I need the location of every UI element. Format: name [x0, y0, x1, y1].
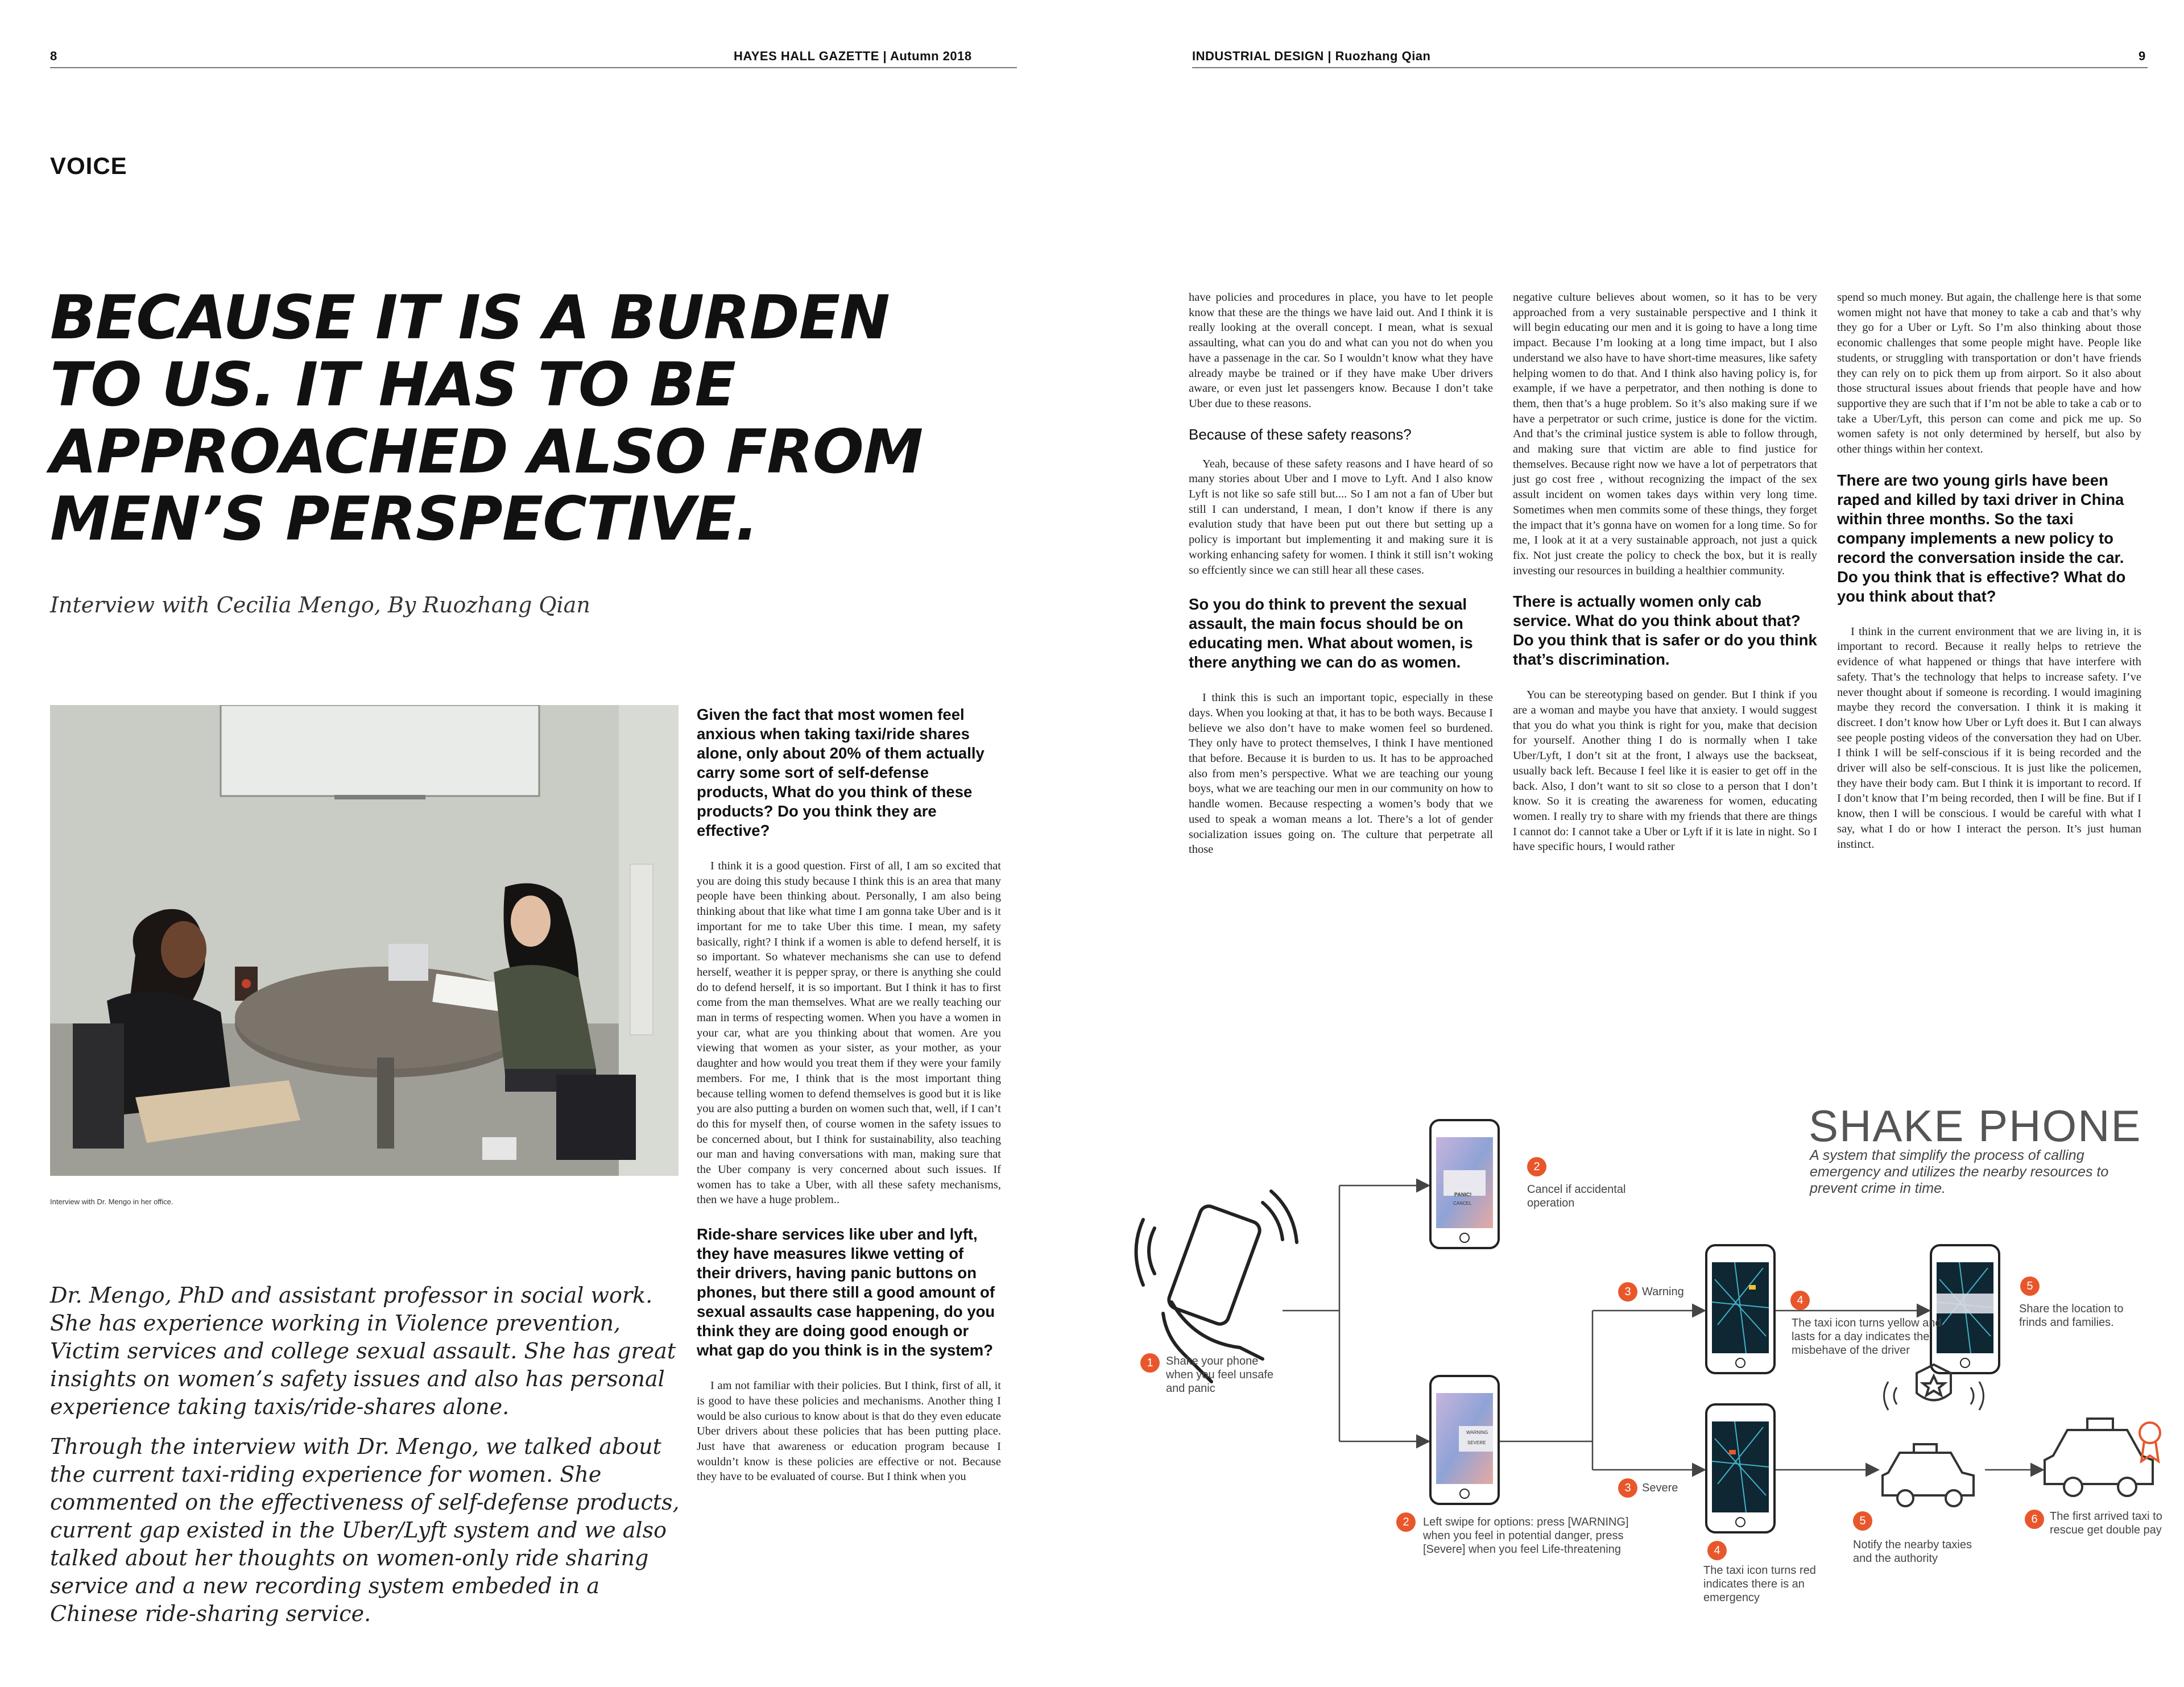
- step-label: Warning: [1642, 1286, 1684, 1298]
- interview-answer: I think it is a good question. First of all, I am so excited that you are doing this study because I think this is an area that many people have been thinking about. Personally, I am also being thinking about that like what time I am gonna take Uber and is it important for me to take Uber this time. I mean, my safety basically, right? I think if a women is able to defend herself, it is so important. So whatever mechanisms she can use to defend herself, weather it is pepper spray, or there is anything she could do to defend herself, it is so important. But I think it has to first come from the man themselves. What are we really teaching our man in terms of respecting women. When you have a women in your car, what are you thinking about that women. Are you viewing that women as your sister, as your mother, as your daughter and how would you treat them if they were your family members. For me, I think that is the most important thing because telling women to defend themselves is good but it is like you are also putting a burden on women such that, well, if I can’t do this for myself then, of course women in the safety issues to be concerned about, but I think for sustainability, also teaching our man and having conversations with man, making sure that the Uber company is very concerned about such issues. If women has to take a Uber, with all these safety mechanisms, then we have a huge problem..: [697, 860, 1001, 1207]
- photo-caption: Interview with Dr. Mengo in her office.: [50, 1197, 173, 1206]
- phone-map-severe: [1706, 1404, 1774, 1532]
- interview-question: Given the fact that most women feel anxious when taking taxi/ride shares alone, only about 20% of them actually carry some sort of self-defense products, What do you think of these products? Do you think they are effective?: [697, 706, 985, 839]
- step-label: Cancel if accidental operation: [1527, 1183, 1626, 1209]
- step-number-badge: 3: [1618, 1478, 1637, 1498]
- article-column-1: [697, 705, 1001, 1485]
- step-number-badge: 3: [1618, 1282, 1637, 1301]
- step-label: The first arrived taxi to rescue get double pay: [2050, 1510, 2162, 1536]
- left-page-number: 8: [50, 49, 57, 63]
- article-column-3: [1513, 290, 1817, 855]
- step-number-badge: 4: [1707, 1541, 1727, 1560]
- headline-line: TO US. IT HAS TO BE: [50, 350, 736, 420]
- phone-cancel-screen: [1430, 1120, 1499, 1248]
- step-number-badge: 2: [1527, 1157, 1546, 1176]
- headline: [50, 284, 1017, 553]
- interview-question: Because of these safety reasons?: [1189, 425, 1412, 443]
- interview-answer: negative culture believes about women, so it has to be very approached from a very sustainable perspective and I think it will begin educating our men and it is going to have a long time impact. Because I’m looking at a long time impact, but I also understand we also have to have short-time measures, like safety helping women to do that. And I think also having policy is, for example, if we have a perpetrator, and then nothing is done to them, then that’s a huge problem. So it’s also making sure if we have a perpetrator or such crime, justice is done for the victim. And that’s the criminal justice system is able to follow through, and making sure that victim are able to find justice for themselves. Because right now we have a lot of perpetrators that just go cost free , without recognizing the impact of the sex assult incident on women takes days within very long time. Sometimes when men commits some of these things, they forget the impact that it’s gonna have on women for a long time. So for me, I look at it at a very sustainable approach, not just a quick fix. Not just create the policy to check the box, but it is really investing our resources in building a healthier community.: [1513, 291, 1817, 577]
- right-running-title: INDUSTRIAL DESIGN | Ruozhang Qian: [1192, 49, 1431, 63]
- interview-question: There is actually women only cab service. What do you think about that? Do you think that is safer or do you think that’s discrimination.: [1513, 592, 1817, 669]
- interview-answer: spend so much money. But again, the challenge here is that some women might not have that money to take a cab and that’s why they go for a Uber or Lyft. So I’m also thinking about those economic challenges that some people might have. People like students, or struggling with transportation or don’t have friends they can rely on to pick them up from airport. So it also about those structural issues about friends that people have and how supportive they are such that if I’m not be able to take a cab or to take a Uber/Lyft, this person can come and pick me up. So women safety is not only determined by herself, but also by other things within her context.: [1837, 291, 2141, 456]
- screen-severe-option: SEVERE: [1467, 1440, 1486, 1445]
- interview-question: There are two young girls have been raped and killed by taxi driver in China within three months. So the taxi company implements a new policy to record the conversation inside the car. Do you think that is effective? What do you think about that?: [1837, 471, 2126, 605]
- step-number-badge: 6: [2025, 1510, 2044, 1529]
- interview-answer: I think this is such an important topic, especially in these days. When you looking at that, it has to be both ways. Because I believe we also don’t have to make women feel so burdened. They only have to protect themselves, I think I have mentioned that before. Because it is burden to us. It has to be approached also from men’s perspective. What we are teaching our young boys, what we are teaching our men in our community on how to handle women. Because respecting a women’s body that we used to speak a woman means a lot. There’s a lot of gender socialization issues going on. The culture that perpetrate all those: [1189, 691, 1493, 856]
- step-number-badge: 2: [1396, 1512, 1416, 1532]
- taxi-icon: [1883, 1444, 1974, 1506]
- interview-answer: Yeah, because of these safety reasons and I have heard of so many stories about Uber and I move to Lyft. And I also know Lyft is not like so safe still but.... So I am not a fan of Uber but still I can understand, I mean, I don’t know if there is any evalution study that have been put out there but setting up a policy is important but implementing it and making sure it is working enhancing safety for women. I think it still isn’t woking so effciently since we can still hear all these cases.: [1189, 457, 1493, 577]
- bio-paragraph: Dr. Mengo, PhD and assistant professor in social work. She has experience working in Violence prevention, Victim services and college sexual assault. She has great insights on women’s safety issues and also has personal experience taking taxis/ride-shares alone.: [50, 1283, 676, 1419]
- step-label: Share the location to frinds and families.: [2019, 1303, 2124, 1329]
- screen-warning-option: WARNING: [1466, 1430, 1488, 1435]
- bio-paragraph: Through the interview with Dr. Mengo, we talked about the current taxi-riding experience for women. She commented on the effectiveness of self-defense products, current gap existed in the Uber/Lyft system and we also talked about her thoughts on women-only ride sharing service and a new recording system embeded in a Chinese ride-sharing service.: [50, 1434, 680, 1626]
- interview-answer: You can be stereotyping based on gender. But I think if you are a woman and maybe you have that anxiety. I would suggest that you do what you think is right for you, make that decision for yourself. Another thing I do is normally when I take Uber/Lyft, I don’t sit at the front, I always use the backseat, usually back left. Because I feel like it is easier to get off in the back. Also, I don’t want to sit so close to a person that I don’t know. So it is creating the awareness for women, educating women. I really try to share with my friends that there are things I cannot do: I cannot take a Uber or Lyft if it is late in night. So I have specific hours, I would rather: [1513, 689, 1817, 853]
- phone-map-warning: [1706, 1245, 1774, 1373]
- article-column-4: [1837, 290, 2141, 852]
- step-label: Left swipe for options: press [WARNING] when you feel in potential danger, press [Severe] when you feel Life-threatening: [1423, 1516, 1629, 1556]
- step-number-badge: 5: [2020, 1276, 2040, 1296]
- signal-waves-icon: [1884, 1382, 1984, 1410]
- headline-line: APPROACHED ALSO FROM: [50, 417, 923, 487]
- medal-icon: [2140, 1423, 2160, 1461]
- section-label: VOICE: [50, 152, 127, 179]
- headline-line: MEN’S PERSPECTIVE.: [50, 484, 758, 554]
- step-label: The taxi icon turns yellow and lasts for a day indicates the misbehave of the driver: [1792, 1317, 1942, 1357]
- phone-options-screen: [1430, 1376, 1499, 1504]
- headline-line: BECAUSE IT IS A BURDEN: [50, 283, 890, 353]
- step-label: Severe: [1642, 1482, 1678, 1494]
- interview-question: Ride-share services like uber and lyft, they have measures likwe vetting of their drivers, having panic buttons on phones, but there still a good amount of sexual assaults case happening, do you think they are doing good enough or what gap do you think is in the system?: [697, 1225, 995, 1359]
- right-page-number: 9: [2138, 49, 2146, 63]
- diagram-subtitle: A system that simplify the process of calling emergency and utilizes the nearby resources to prevent crime in time.: [1810, 1147, 2109, 1196]
- step-label: Shake your phone when you feel unsafe and panic: [1166, 1355, 1274, 1395]
- interview-answer: I think in the current environment that we are living in, it is important to record. Because it really helps to retrieve the evidence of what happened or things that have interfere with safety. That’s the technology that helps to increase safety. I’ve never thought about if someone is recording. I would imagining maybe they record the conversation. I think it is making it discreet. I don’t know how Uber or Lyft does it. But I can always see people posting videos of the conversation they had on Uber. I think I will be self-conscious if it is being recorded and the driver will also be self-conscious. It is just like the policemen, they have their body cam. But I think it is important to record. If I don’t know that I’m being recorded, then I will be fine. But if I know, then I will be conscious. I would be careful with what I say, what I do or how I interact the person. It’s just human instinct.: [1837, 625, 2141, 851]
- step-number-badge: 1: [1140, 1353, 1160, 1373]
- right-header-rule: [1192, 67, 2148, 68]
- shaking-phone-icon: [1136, 1191, 1297, 1382]
- interview-answer: have policies and procedures in place, you have to let people know that these are the things we have laid out. And I think it is really looking at the overall concept. I mean, what is sexual assaulting, what can you do and what can you not do when you have a passenage in the car. So I wouldn’t know what they have already maybe be trained or if they have make Uber drivers aware, or even just let passengers know. Because I don’t take Uber due to these reasons.: [1189, 291, 1493, 410]
- article-column-2: [1189, 290, 1493, 857]
- step-number-badge: 4: [1790, 1291, 1810, 1310]
- rescue-taxi-icon: [2045, 1419, 2153, 1496]
- step-number-badge: 5: [1853, 1511, 1872, 1531]
- step-label: The taxi icon turns red indicates there is an emergency: [1703, 1564, 1816, 1604]
- step-label: Notify the nearby taxies and the authority: [1853, 1539, 1972, 1565]
- screen-panic-text: PANIC!: [1454, 1192, 1472, 1197]
- byline: Interview with Cecilia Mengo, By Ruozhang Qian: [50, 592, 590, 617]
- interview-question: So you do think to prevent the sexual assault, the main focus should be on educating men. What about women, is there anything we can do as women.: [1189, 595, 1473, 672]
- left-running-title: HAYES HALL GAZETTE | Autumn 2018: [734, 49, 972, 63]
- screen-cancel-button: CANCEL: [1453, 1201, 1472, 1206]
- interview-answer: I am not familiar with their policies. But I think, first of all, it is good to have these policies and mechanisms. Another thing I would be also curious to know about is that do they even educate Uber drivers about these policies that has been putting place. Just have that awareness or education program because I wouldn’t know is these policies are effective or not. Because they have to be evaluated of course. But I think when you: [697, 1379, 1001, 1483]
- left-header-rule: [50, 67, 1017, 68]
- interview-photo: [50, 705, 679, 1176]
- shake-phone-diagram: [1132, 1097, 2167, 1609]
- diagram-title: SHAKE PHONE: [1809, 1101, 2142, 1151]
